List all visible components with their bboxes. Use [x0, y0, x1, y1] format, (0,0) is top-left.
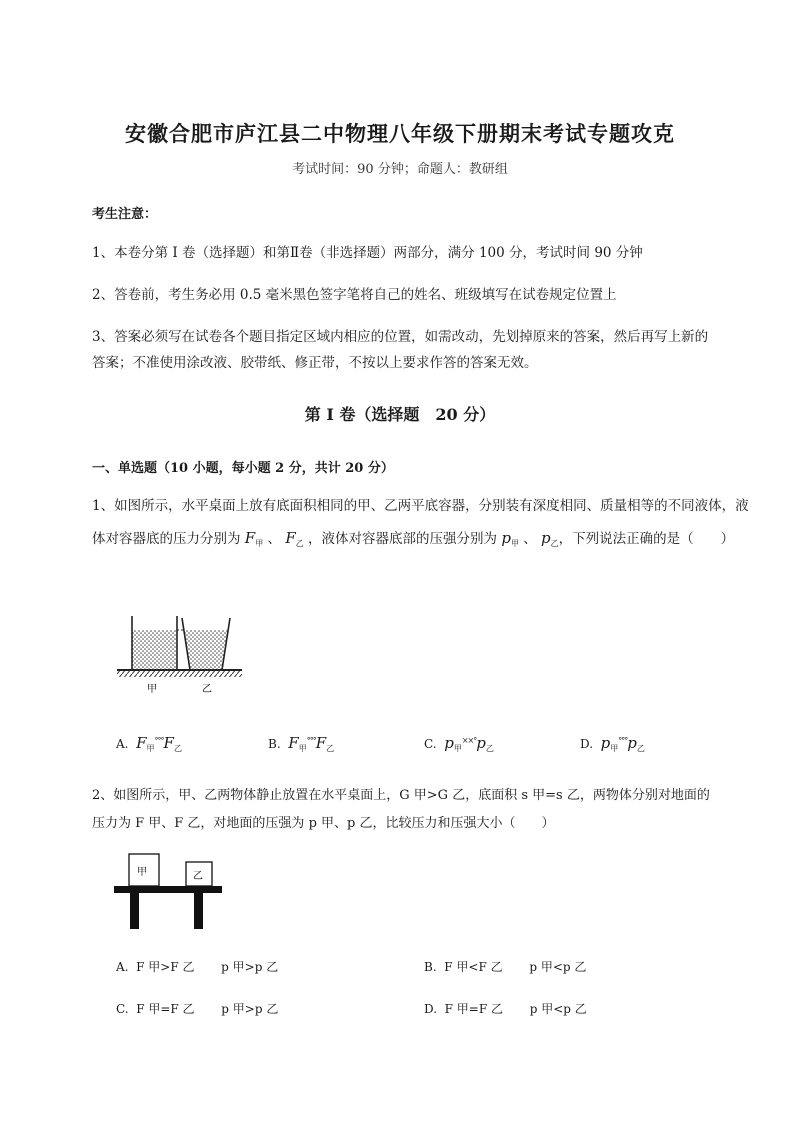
- q2-option-c[interactable]: C. F 甲=F 乙 p 甲>p 乙: [116, 1002, 279, 1016]
- q1-text-3: ，下列说法正确的是（ ）: [558, 531, 735, 547]
- q2-option-d[interactable]: D. F 甲=F 乙 p 甲<p 乙: [424, 1002, 587, 1016]
- notice-item-1: 1、本卷分第 I 卷（选择题）和第Ⅱ卷（非选择题）两部分，满分 100 分，考试时间 90 分钟: [92, 245, 643, 261]
- q2-line-1: 2、如图所示，甲、乙两物体静止放置在水平桌面上，G 甲>G 乙，底面积 s 甲=s 乙，两物体分别对地面的: [92, 788, 710, 803]
- liquid-jia: [132, 630, 177, 670]
- q1-option-b[interactable]: B. $F_甲^{^\circ^\circ^\circ}F_乙$: [268, 734, 335, 753]
- q1-sep-1: 、: [263, 531, 286, 547]
- q1-F-jia: $F_甲$: [244, 529, 264, 548]
- notice-item-3: 3、答案必须写在试卷各个题目指定区域内相应的位置，如需改动，先划掉原来的答案，然后再写上新的答案；不准使用涂改液、胶带纸、修正带，不按以上要求作答的答案无效。: [92, 329, 709, 371]
- fig2-label-jia: 甲: [137, 867, 147, 878]
- notice-item-2: 2、答卷前，考生务必用 0.5 毫米黑色签字笔将自己的姓名、班级填写在试卷规定位置上: [92, 287, 617, 303]
- q1-option-c[interactable]: C. $p_甲^{\times\times^\circ}p_乙$: [424, 734, 494, 753]
- part-heading: 一、单选题（10 小题，每小题 2 分，共计 20 分）: [92, 461, 394, 476]
- fig1-label-jia: 甲: [147, 684, 157, 695]
- exam-info: 考试时间：90 分钟；命题人：教研组: [292, 162, 508, 177]
- q2-option-a[interactable]: A. F 甲>F 乙 p 甲>p 乙: [116, 960, 279, 974]
- q1-option-a[interactable]: A. $F_甲^{^\circ^\circ^\circ}F_乙$: [116, 734, 182, 753]
- q2-option-b[interactable]: B. F 甲<F 乙 p 甲<p 乙: [424, 960, 587, 974]
- q1-text-1: 1、如图所示，水平桌面上放有底面积相同的甲、乙两平底容器，分别装有深度相同、质量相等的不同液体，液体对容器底的压力分别为: [92, 498, 749, 547]
- question-1-text: [92, 490, 752, 560]
- q1-p-yi: $p_乙$: [541, 529, 559, 548]
- question-2-text: [92, 782, 752, 838]
- q1-sep-2: 、: [518, 531, 542, 547]
- q1-text-2: ，液体对容器底部的压强分别为: [308, 531, 498, 547]
- fig1-label-yi: 乙: [202, 684, 212, 695]
- table-leg-left: [130, 893, 139, 929]
- table-leg-right: [194, 893, 203, 929]
- notice-heading: 考生注意：: [92, 207, 158, 222]
- q1-F-yi: $F_乙$: [285, 529, 304, 548]
- table-top: [114, 886, 222, 893]
- section-title: 第 I 卷（选择题 20 分）: [304, 405, 496, 424]
- q1-container-figure: [112, 608, 252, 698]
- q2-line-2: 压力为 F 甲、F 乙，对地面的压强为 p 甲、p 乙，比较压力和压强大小（ ）: [92, 816, 555, 831]
- q1-p-jia: $p_甲$: [501, 529, 519, 548]
- liquid-yi: [184, 630, 228, 670]
- fig2-label-yi: 乙: [193, 871, 203, 882]
- table-hatch: [117, 671, 242, 677]
- page-title: 安徽合肥市庐江县二中物理八年级下册期末考试专题攻克: [125, 121, 675, 146]
- q2-blocks-figure: [112, 850, 237, 935]
- q1-option-d[interactable]: D. $p_甲^{^\circ^\circ^\circ}p_乙$: [580, 734, 645, 753]
